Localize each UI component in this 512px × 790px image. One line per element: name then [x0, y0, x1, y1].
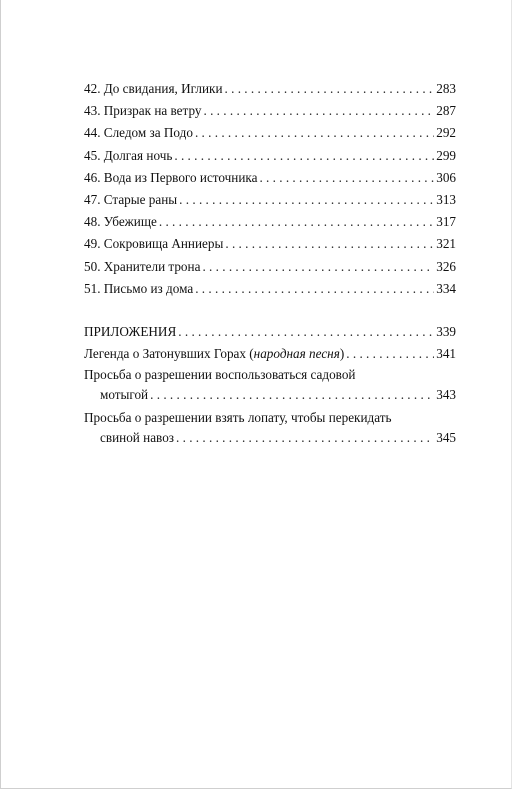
toc-entry [84, 211, 456, 233]
appendix-entry-line2-text: свиной навоз [100, 430, 174, 446]
section-gap [84, 300, 456, 321]
dot-leader [202, 256, 434, 278]
appendix-page: 339 [436, 323, 456, 339]
dot-leader [179, 189, 434, 211]
toc-entry [84, 189, 456, 211]
toc-entry-page: 317 [436, 214, 456, 230]
appendix-entry-title-text: Легенда о Затонувших Горах ( [84, 346, 254, 362]
appendix-entry-page: 341 [436, 346, 456, 362]
appendix-entry-line2 [84, 384, 456, 406]
toc-entry-page: 326 [436, 258, 456, 274]
appendix-entry-multiline [84, 408, 456, 449]
appendix-heading: ПРИЛОЖЕНИЯ [84, 323, 177, 339]
table-of-contents [84, 78, 456, 452]
toc-entry-title: 43. Призрак на ветру [84, 103, 202, 119]
appendix-entry-page: 345 [436, 430, 456, 446]
toc-entry-title: 47. Старые раны [84, 191, 178, 207]
toc-entry-title: 51. Письмо из дома [84, 280, 194, 296]
toc-entry-page: 306 [436, 169, 456, 185]
toc-entry [84, 233, 456, 255]
toc-entry-page: 287 [436, 103, 456, 119]
dot-leader [178, 321, 434, 343]
toc-entry-title: 49. Сокровища Анниеры [84, 236, 224, 252]
appendix-entry-line1: Просьба о разрешении взять лопату, чтобы перекидать [84, 410, 392, 426]
toc-entry-page: 313 [436, 191, 456, 207]
toc-entry [84, 167, 456, 189]
toc-entry-page: 292 [436, 125, 456, 141]
appendix-entry-line1: Просьба о разрешении воспользоваться садовой [84, 367, 356, 383]
toc-entry-page: 283 [436, 81, 456, 96]
dot-leader [195, 278, 434, 300]
dot-leader [225, 78, 435, 100]
toc-entry-title: 46. Вода из Первого источника [84, 169, 258, 185]
dot-leader [159, 211, 434, 233]
dot-leader [346, 343, 434, 365]
dot-leader [203, 100, 434, 122]
toc-entry-page: 299 [436, 147, 456, 163]
dot-leader [225, 233, 434, 255]
toc-entry [84, 100, 456, 122]
toc-entry [84, 278, 456, 300]
appendix-entry-line2 [84, 427, 456, 449]
toc-entry [84, 256, 456, 278]
appendix-heading-entry [84, 321, 456, 343]
toc-entry [84, 145, 456, 167]
toc-entry-title: 44. Следом за Подо [84, 125, 193, 141]
toc-entry-title: 48. Убежище [84, 214, 157, 230]
toc-entry [84, 78, 456, 100]
toc-entry-page: 334 [436, 280, 456, 296]
toc-entry-title: 45. Долгая ночь [84, 147, 173, 163]
dot-leader [174, 145, 434, 167]
toc-entry-title: 50. Хранители трона [84, 258, 201, 274]
appendix-entry-line2-text: мотыгой [100, 387, 149, 403]
toc-entry-page: 321 [436, 236, 456, 252]
dot-leader [195, 122, 434, 144]
dot-leader [176, 427, 434, 449]
appendix-entry-title [84, 343, 344, 365]
dot-leader [150, 384, 434, 406]
appendix-entry-multiline [84, 365, 456, 406]
appendix-entry [84, 343, 456, 365]
toc-entry-title: 42. До свидания, Иглики [84, 81, 223, 96]
appendix-entry-title-end: ) [339, 346, 345, 362]
appendix-entry-page: 343 [436, 387, 456, 403]
dot-leader [259, 167, 434, 189]
appendix-entry-title-italic: народная песня [253, 346, 340, 362]
toc-entry [84, 122, 456, 144]
